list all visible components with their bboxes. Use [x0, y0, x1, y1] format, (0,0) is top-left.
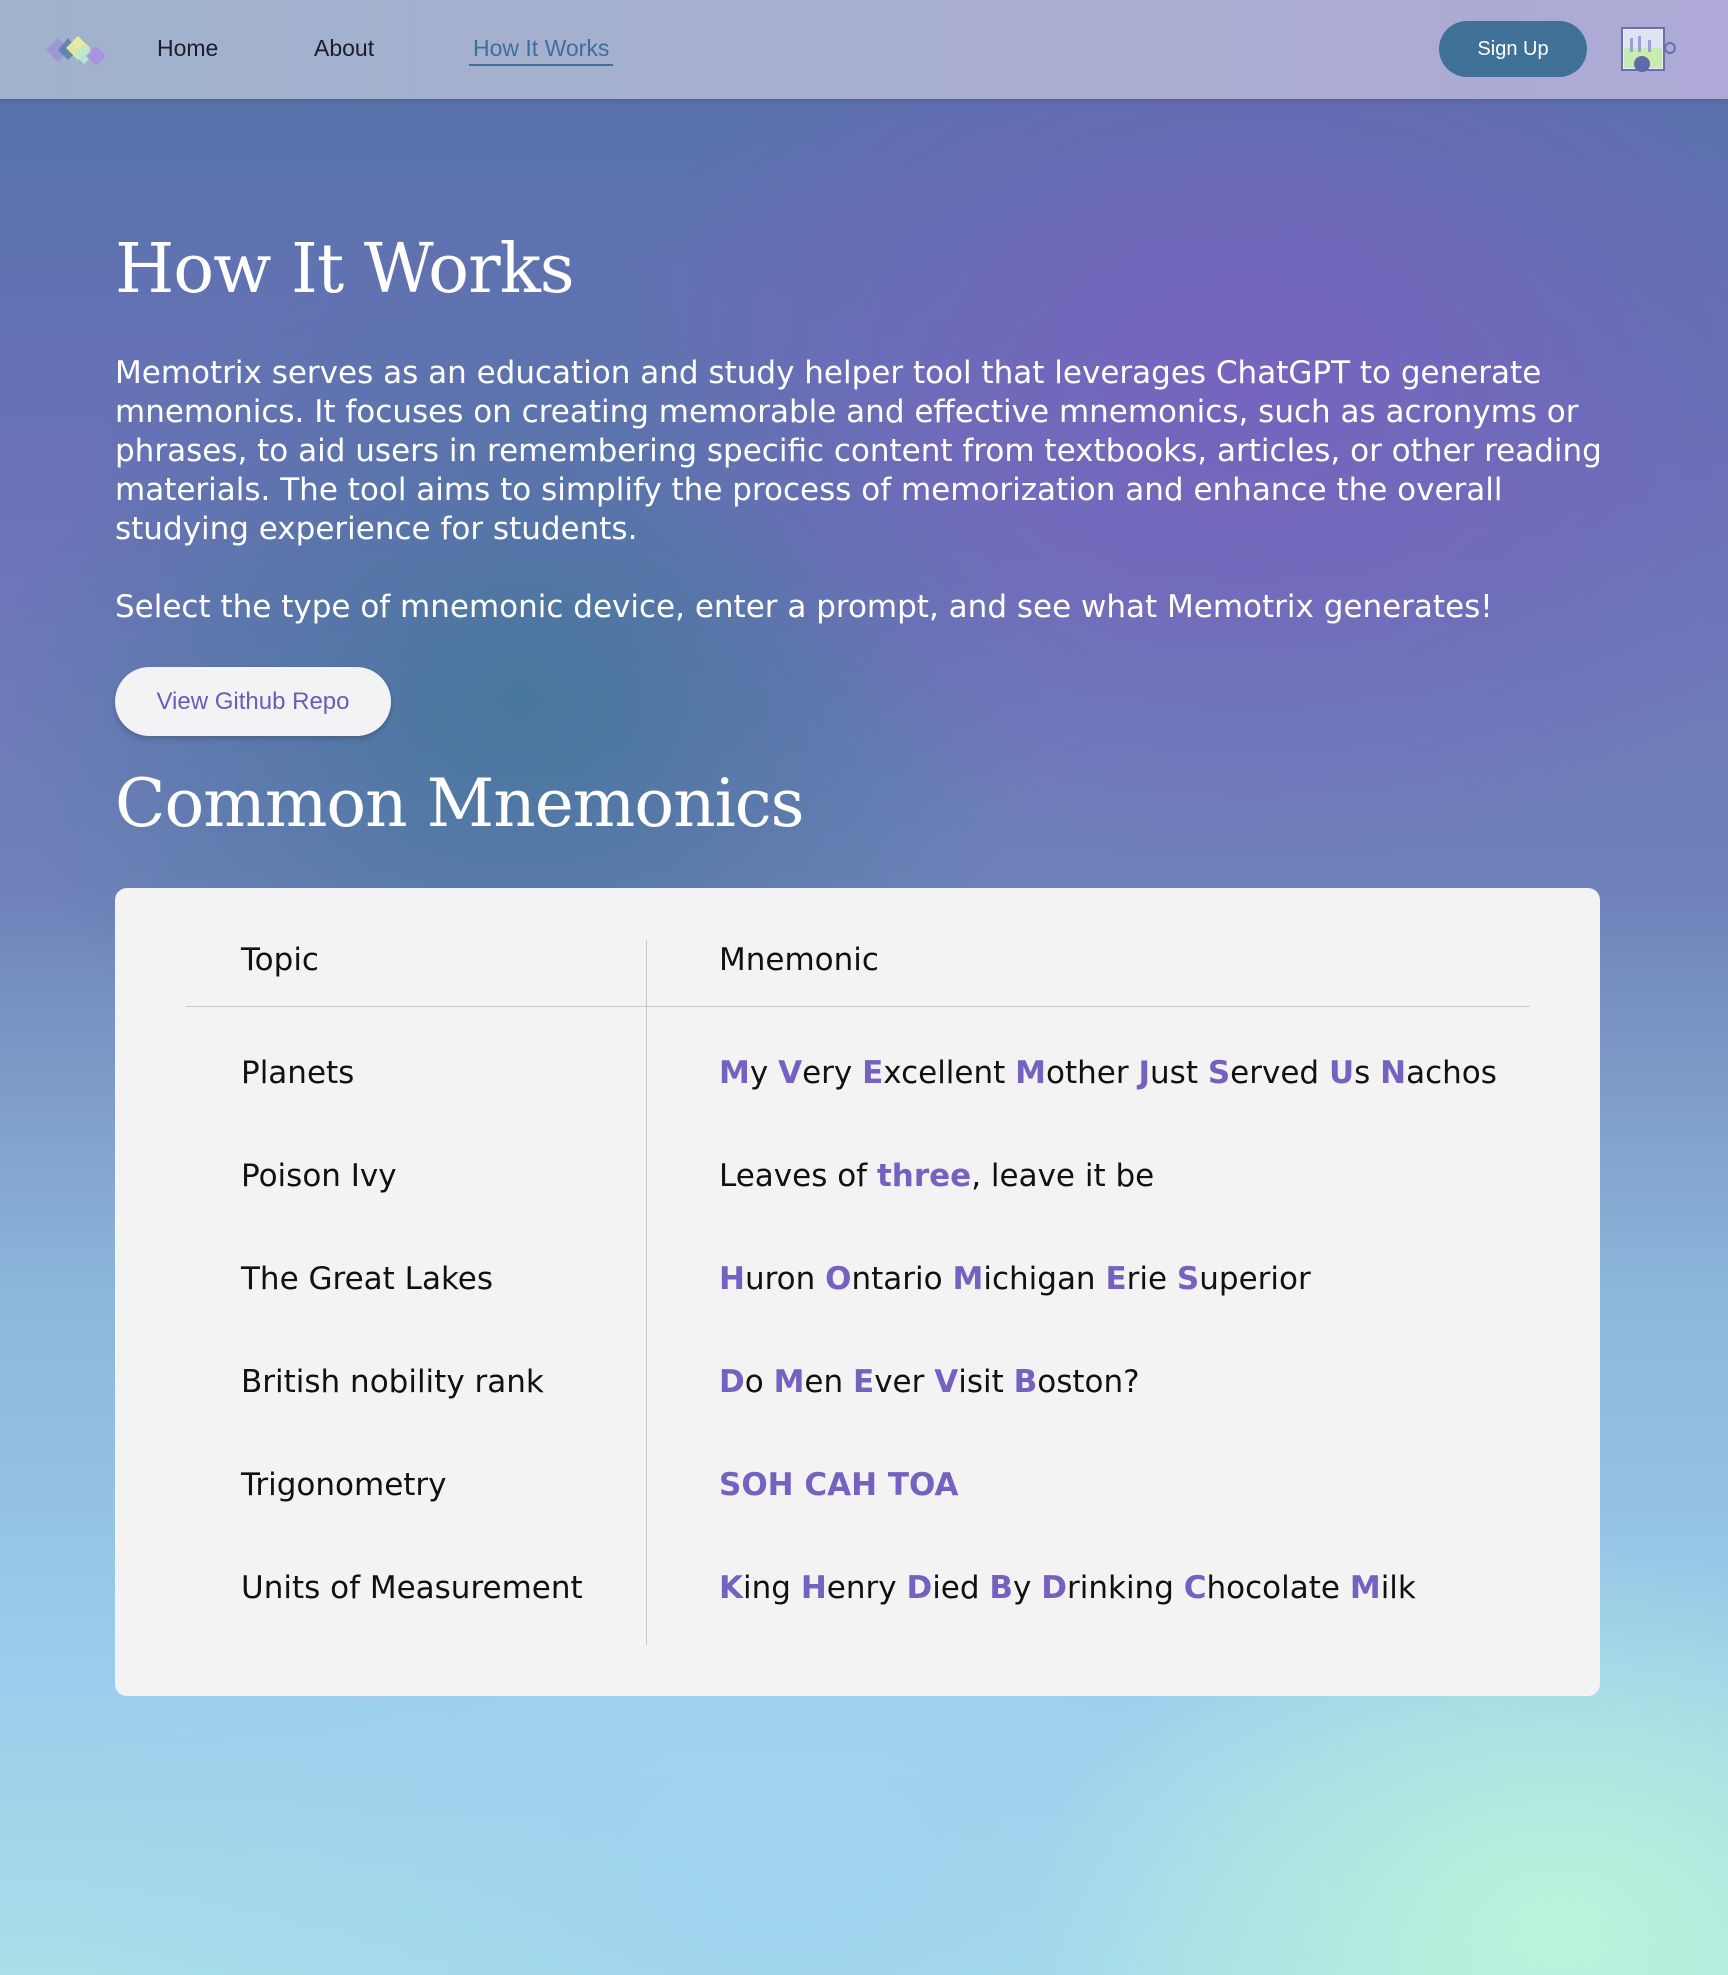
mnemonic-text: uron	[744, 1261, 826, 1297]
mnemonic-text: ing	[743, 1570, 801, 1606]
mnemonic-highlight-text: S	[1207, 1055, 1231, 1091]
mnemonic-text: en	[804, 1364, 853, 1400]
mnemonic-highlight-text: M	[773, 1364, 805, 1400]
mnemonic-column-header: Mnemonic	[719, 942, 879, 978]
mnemonic-highlight-text: O	[825, 1261, 852, 1297]
mnemonic-text: Leaves of	[719, 1158, 877, 1194]
mnemonic-highlight-text: H	[719, 1261, 745, 1297]
table-row	[115, 1043, 1600, 1103]
table-row	[115, 1352, 1600, 1412]
table-row	[115, 1249, 1600, 1309]
mnemonic-text: achos	[1406, 1055, 1497, 1091]
instruction-paragraph: Select the type of mnemonic device, enter a prompt, and see what Memotrix generates!	[115, 589, 1493, 625]
topic-cell: Trigonometry	[241, 1467, 447, 1503]
mnemonic-highlight-text: D	[906, 1570, 933, 1606]
topic-cell: Units of Measurement	[241, 1570, 583, 1606]
mnemonic-highlight-text: D	[1041, 1570, 1067, 1606]
mnemonic-text: ilk	[1380, 1570, 1416, 1606]
page-title: How It Works	[115, 230, 574, 309]
mnemonic-highlight-text: H	[800, 1570, 827, 1606]
mnemonic-highlight-text: V	[778, 1055, 803, 1091]
mnemonic-text: y	[1013, 1570, 1042, 1606]
mnemonic-cell	[719, 1249, 1311, 1309]
mnemonic-text: , leave it be	[971, 1158, 1155, 1194]
table-row	[115, 1455, 1600, 1515]
mnemonic-highlight-text: N	[1380, 1055, 1407, 1091]
table-row	[115, 1558, 1600, 1618]
mnemonic-cell	[719, 1146, 1154, 1206]
mnemonic-highlight-text: K	[719, 1570, 744, 1606]
mnemonics-table-card	[115, 888, 1600, 1696]
mnemonic-text: ied	[932, 1570, 990, 1606]
topic-cell: The Great Lakes	[241, 1261, 494, 1297]
mnemonic-highlight-text: M	[719, 1055, 750, 1091]
mnemonic-text: isit	[958, 1364, 1014, 1400]
nav-how-it-works-link[interactable]: How It Works	[469, 30, 613, 66]
table-row	[115, 1146, 1600, 1206]
topic-cell: Poison Ivy	[241, 1158, 397, 1194]
mnemonic-highlight-text: S	[1176, 1261, 1200, 1297]
mnemonic-cell	[719, 1352, 1140, 1412]
mnemonic-highlight-text: E	[1105, 1261, 1127, 1297]
mnemonic-highlight-text: D	[719, 1364, 745, 1400]
topic-column-header: Topic	[241, 942, 319, 978]
mnemonic-cell	[719, 1043, 1497, 1103]
mnemonic-highlight-text: SOH CAH TOA	[719, 1467, 959, 1503]
topic-cell: Planets	[241, 1055, 355, 1091]
nav-about-link[interactable]: About	[314, 35, 375, 61]
top-navbar	[0, 0, 1728, 99]
mnemonic-text: s	[1354, 1055, 1381, 1091]
common-mnemonics-title: Common Mnemonics	[115, 765, 804, 842]
nav-home-link[interactable]: Home	[157, 35, 219, 61]
mnemonic-highlight-text: C	[1183, 1570, 1207, 1606]
mnemonic-text: ery	[802, 1055, 863, 1091]
mnemonic-text: uperior	[1199, 1261, 1311, 1297]
mnemonic-text: enry	[826, 1570, 907, 1606]
memotrix-logo-icon[interactable]	[44, 30, 116, 70]
mnemonic-text: erved	[1230, 1055, 1329, 1091]
mnemonic-highlight-text: B	[1013, 1364, 1038, 1400]
mnemonic-highlight-text: M	[1349, 1570, 1381, 1606]
mnemonic-text: ust	[1150, 1055, 1208, 1091]
mnemonic-highlight-text: B	[989, 1570, 1014, 1606]
mnemonic-highlight-text: M	[952, 1261, 984, 1297]
mnemonic-highlight-text: E	[853, 1364, 875, 1400]
mnemonic-text: xcellent	[883, 1055, 1016, 1091]
sign-up-button[interactable]: Sign Up	[1439, 21, 1587, 77]
mnemonic-cell	[719, 1455, 959, 1515]
header-divider	[186, 1006, 1530, 1007]
mnemonic-text: rinking	[1066, 1570, 1184, 1606]
mnemonic-text: other	[1046, 1055, 1139, 1091]
mnemonic-highlight-text: J	[1138, 1055, 1151, 1091]
mnemonic-text: ichigan	[983, 1261, 1106, 1297]
mnemonic-highlight-text: three	[876, 1158, 972, 1194]
mnemonic-highlight-text: E	[862, 1055, 884, 1091]
mnemonic-highlight-text: M	[1015, 1055, 1047, 1091]
mnemonic-text: o	[744, 1364, 774, 1400]
mnemonic-text: oston?	[1037, 1364, 1140, 1400]
mnemonic-text: rie	[1126, 1261, 1177, 1297]
mnemonic-highlight-text: V	[934, 1364, 959, 1400]
mnemonic-text: hocolate	[1206, 1570, 1350, 1606]
mnemonic-cell	[719, 1558, 1416, 1618]
intro-paragraph: Memotrix serves as an education and study helper tool that leverages ChatGPT to generate mnemonics. It focuses on creating memorable and effective mnemonics, such as acronyms or phrases, to aid users in remembering specific content from textbooks, articles, or other reading materials. The tool aims to simplify the process of memorization and enhance the overall studying experience for students.	[115, 355, 1602, 547]
mnemonic-text: ntario	[851, 1261, 953, 1297]
mnemonic-highlight-text: U	[1328, 1055, 1355, 1091]
topic-cell: British nobility rank	[241, 1364, 544, 1400]
view-github-repo-button[interactable]: View Github Repo	[115, 667, 391, 736]
mnemonic-text: y	[749, 1055, 779, 1091]
mnemonic-text: ver	[874, 1364, 935, 1400]
user-avatar-icon[interactable]	[1620, 26, 1676, 74]
